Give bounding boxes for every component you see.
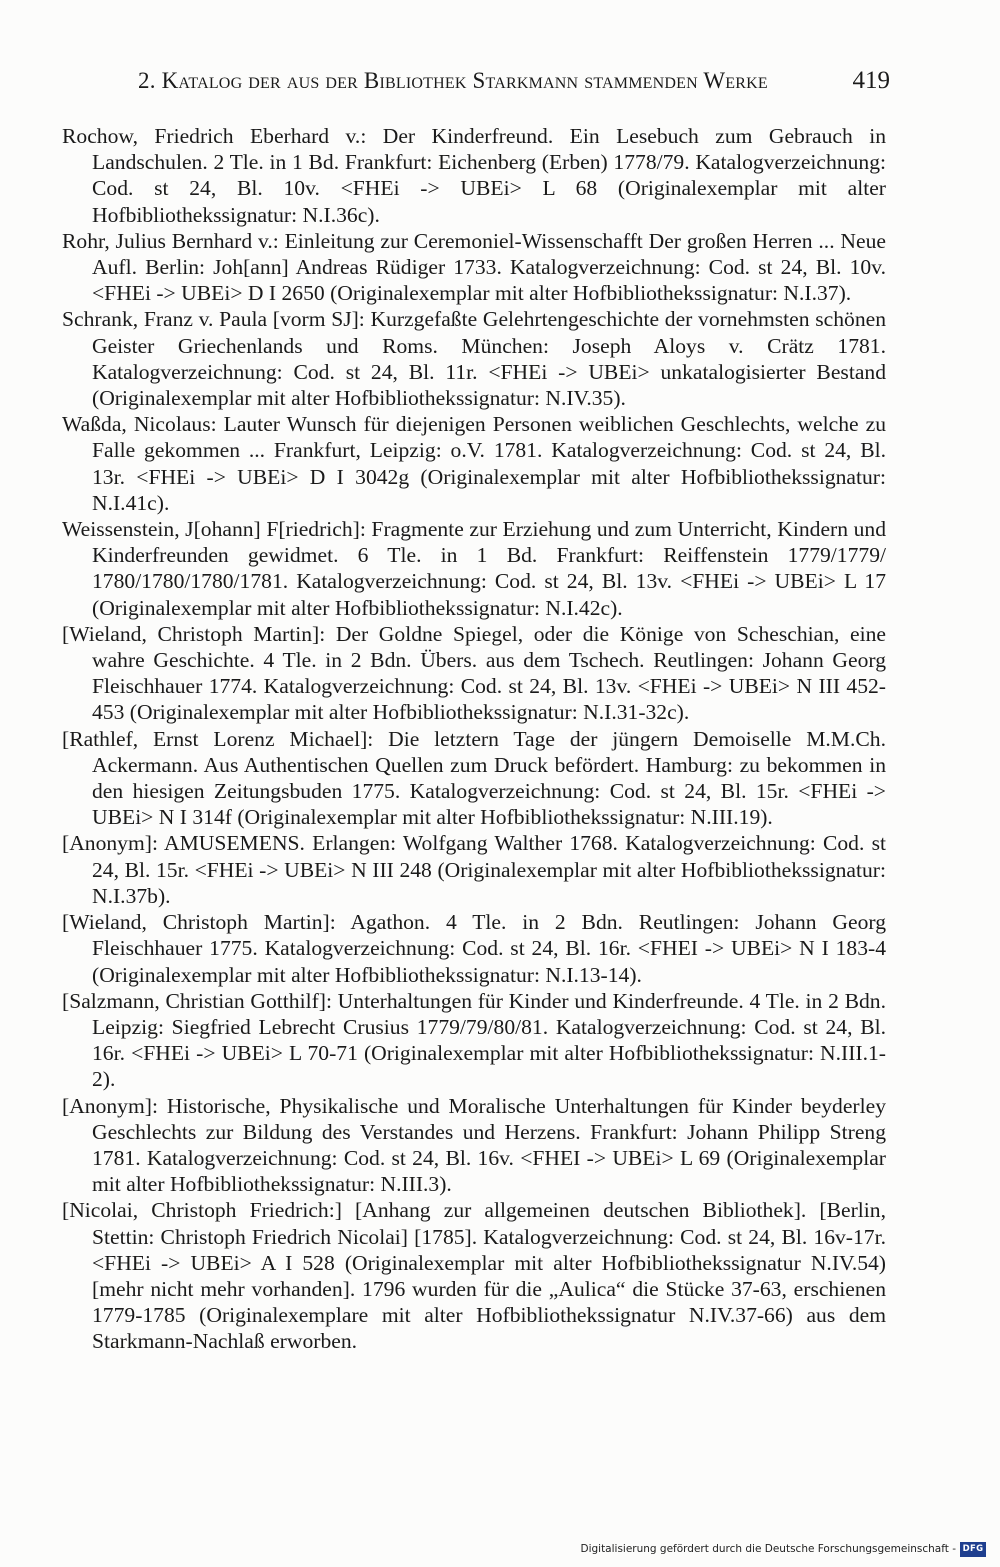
catalog-entry: Rochow, Friedrich Eberhard v.: Der Kinderfreund. Ein Lesebuch zum Gebrauch in Landschulen. 2 Tle. in 1 Bd. Frankfurt: Eichenberg (Erben) 1778/79. Katalogverzeichnung: Cod. st 24, Bl. 10v. <FHEi -> UBEi> L 68 (Originalexemplar mit alter Hofbibliothekssignatur: N.I.36c).: [62, 124, 886, 227]
catalog-entry: [Anonym]: AMUSEMENS. Erlangen: Wolfgang Walther 1768. Katalogverzeichnung: Cod. st 24, Bl. 15r. <FHEi -> UBEi> N III 248 (Originalexemplar mit alter Hofbibliothekssignatur: N.I.37b).: [62, 831, 886, 908]
catalog-entry: [Wieland, Christoph Martin]: Agathon. 4 Tle. in 2 Bdn. Reutlingen: Johann Georg Fleischhauer 1775. Katalogverzeichnung: Cod. st 24, Bl. 16r. <FHEI -> UBEi> N I 183-4 (Originalexemplar mit alter Hofbibliothekssignatur: N.I.13-14).: [62, 910, 886, 987]
catalog-entries: [62, 123, 886, 1355]
catalog-entry: [Anonym]: Historische, Physikalische und Moralische Unterhaltungen für Kinder beyderley Geschlechts zur Bildung des Verstandes und Herzens. Frankfurt: Johann Philipp Streng 1781. Katalogverzeichnung: Cod. st 24, Bl. 16v. <FHEI -> UBEi> L 69 (Originalexemplar mit alter Hofbibliothekssignatur: N.III.3).: [62, 1093, 886, 1197]
catalog-entry: Rohr, Julius Bernhard v.: Einleitung zur Ceremoniel-Wissenschafft Der großen Herren ... Neue Aufl. Berlin: Joh[ann] Andreas Rüdiger 1733. Katalogverzeichnung: Cod. st 24, Bl. 10v. <FHEi -> UBEi> D I 2650 (Originalexemplar mit alter Hofbibliothekssignatur: N.I.37).: [62, 228, 886, 306]
catalog-entry: Weissenstein, J[ohann] F[riedrich]: Fragmente zur Erziehung und zum Unterricht, Kindern und Kinderfreunden gewidmet. 6 Tle. in 1 Bd. Frankfurt: Reiffenstein 1779/1779/ 1780/1780/1780/1781. Katalogverzeichnung: Cod. st 24, Bl. 13v. <FHEi -> UBEi> L 17 (Originalexemplar mit alter Hofbibliothekssignatur: N.I.42c).: [62, 517, 886, 620]
footer-credit-text: Digitalisierung gefördert durch die Deutsche Forschungsgemeinschaft -: [580, 1543, 956, 1555]
page-number: 419: [852, 67, 890, 94]
catalog-entry: [Rathlef, Ernst Lorenz Michael]: Die letztern Tage der jüngern Demoiselle M.M.Ch. Ackermann. Aus Authentischen Quellen zum Druck befördert. Hamburg: zu bekommen in den hiesigen Zeitungsbuden 1775. Katalogverzeichnung: Cod. st 24, Bl. 15r. <FHEi -> UBEi> N I 314f (Originalexemplar mit alter Hofbibliothekssignatur: N.III.19).: [62, 726, 886, 830]
catalog-entry: Waßda, Nicolaus: Lauter Wunsch für diejenigen Personen weiblichen Geschlechts, welche zu Falle gekommen ... Frankfurt, Leipzig: o.V. 1781. Katalogverzeichnung: Cod. st 24, Bl. 13r. <FHEi -> UBEi> D I 3042g (Originalexemplar mit alter Hofbibliothekssignatur: N.I.41c).: [62, 412, 886, 515]
chapter-title: 2. Katalog der aus der Bibliothek Starkmann stammenden Werke: [138, 68, 768, 93]
dfg-logo-icon: DFG: [960, 1542, 986, 1557]
digitization-footer: [580, 1539, 986, 1559]
catalog-entry: Schrank, Franz v. Paula [vorm SJ]: Kurzgefaßte Gelehrtengeschichte der vornehmsten schönen Geister Griechenlands und Roms. München: Joseph Aloys v. Crätz 1781. Katalogverzeichnung: Cod. st 24, Bl. 11r. <FHEi -> UBEi> unkatalogisierter Bestand (Originalexemplar mit alter Hofbibliothekssignatur: N.IV.35).: [62, 307, 886, 411]
running-head: [138, 64, 890, 98]
catalog-entry: [Nicolai, Christoph Friedrich:] [Anhang zur allgemeinen deutschen Bibliothek]. [Berlin, Stettin: Christoph Friedrich Nicolai] [1785]. Katalogverzeichnung: Cod. st 24, Bl. 16v-17r. <FHEi -> UBEi> A I 528 (Originalexemplar mit alter Hofbibliothekssignatur N.IV.54) [mehr nicht mehr vorhanden]. 1796 wurden für die „Aulica“ die Stücke 37-63, erschienen 1779-1785 (Originalexemplare mit alter Hofbibliothekssignatur N.IV.37-66) aus dem Starkmann-Nachlaß erworben.: [62, 1198, 886, 1354]
catalog-entry: [Salzmann, Christian Gotthilf]: Unterhaltungen für Kinder und Kinderfreunde. 4 Tle. in 2 Bdn. Leipzig: Siegfried Lebrecht Crusius 1779/79/80/81. Katalogverzeichnung: Cod. st 24, Bl. 16r. <FHEi -> UBEi> L 70-71 (Originalexemplar mit alter Hofbibliothekssignatur: N.III.1-2).: [62, 988, 886, 1092]
catalog-entry: [Wieland, Christoph Martin]: Der Goldne Spiegel, oder die Könige von Scheschian, eine wahre Geschichte. 4 Tle. in 2 Bdn. Übers. aus dem Tschech. Reutlingen: Johann Georg Fleischhauer 1774. Katalogverzeichnung: Cod. st 24, Bl. 13v. <FHEi -> UBEi> N III 452-453 (Originalexemplar mit alter Hofbibliothekssignatur: N.I.31-32c).: [62, 621, 886, 725]
